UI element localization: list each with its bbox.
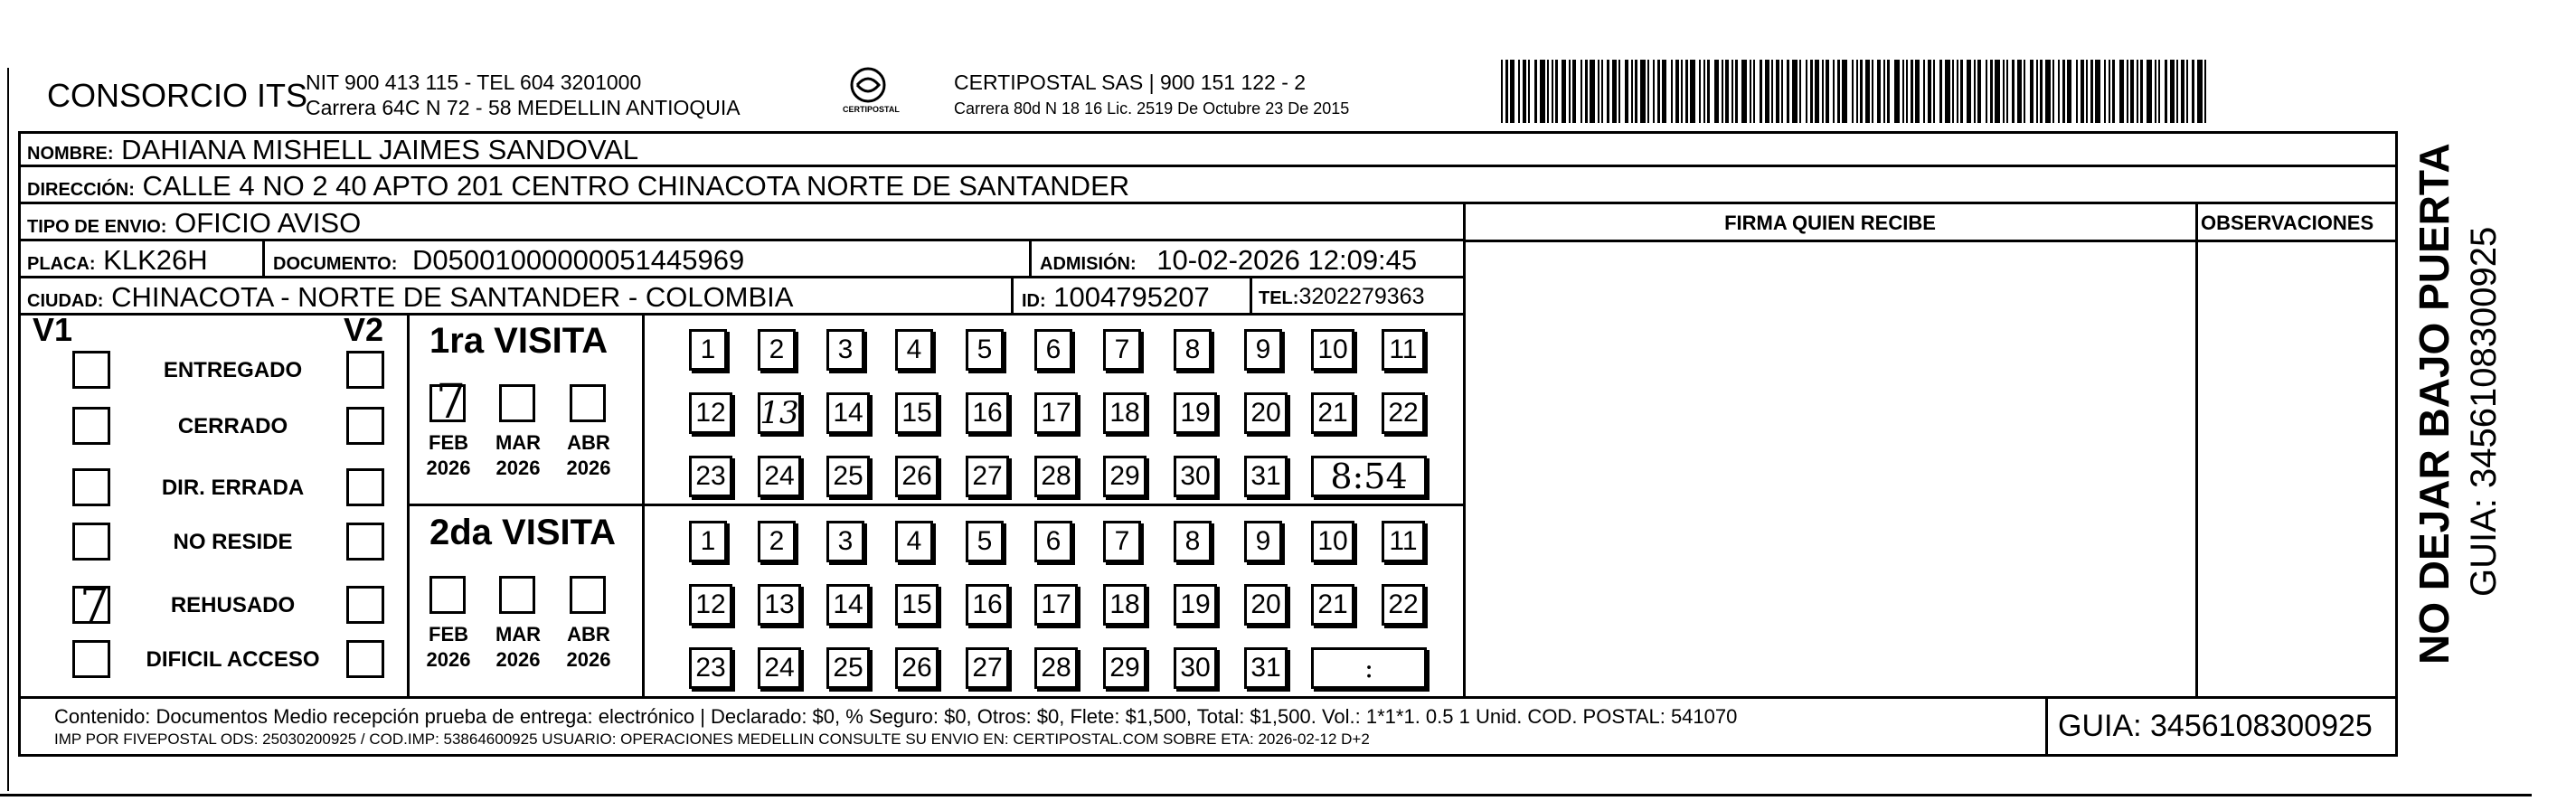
footer-guia: GUIA: 3456108300925 xyxy=(2058,709,2373,743)
barcode-bar xyxy=(1995,60,2000,123)
day-box: 29 xyxy=(1103,456,1146,497)
barcode-bar xyxy=(2006,60,2008,123)
barcode-bar xyxy=(1552,60,1553,123)
day-box: 7 xyxy=(1103,521,1141,562)
barcode-bar xyxy=(1540,60,1545,123)
barcode-bar xyxy=(2062,60,2065,123)
tel-sep xyxy=(1250,276,1252,313)
day-box: 1 xyxy=(689,329,727,371)
company-nit: NIT 900 413 115 - TEL 604 3201000 xyxy=(306,71,642,94)
day-box: 30 xyxy=(1174,647,1217,689)
year-label: 2026 xyxy=(495,457,541,479)
barcode-bar xyxy=(2086,60,2088,123)
month-checkbox xyxy=(570,576,606,614)
month-label: MAR xyxy=(495,431,542,454)
barcode-bar xyxy=(1699,60,1701,123)
day-box: 15 xyxy=(895,392,939,434)
direccion-value: CALLE 4 NO 2 40 APTO 201 CENTRO CHINACOTA NORTE DE SANTANDER xyxy=(142,170,1130,202)
day-box: 30 xyxy=(1174,456,1217,497)
barcode-bar xyxy=(1534,60,1537,123)
bottom-trim-line xyxy=(0,794,2532,796)
day-box: 21 xyxy=(1311,392,1354,434)
tel-label: TEL: xyxy=(1259,288,1299,308)
admision-row xyxy=(1040,244,1417,277)
day-box: 26 xyxy=(895,647,939,689)
barcode-bar xyxy=(1581,60,1582,123)
year-label: 2026 xyxy=(566,457,611,479)
barcode-bar xyxy=(1523,60,1526,123)
barcode-bar xyxy=(1974,60,1976,123)
barcode-bar xyxy=(1822,60,1824,123)
day-box: 18 xyxy=(1103,392,1146,434)
barcode-bar xyxy=(2119,60,2124,123)
barcode-bar xyxy=(2181,60,2184,123)
day-box: 6 xyxy=(1034,329,1072,371)
barcode-bar xyxy=(1776,60,1779,123)
day-box: 14 xyxy=(826,392,870,434)
barcode-bar xyxy=(1960,60,1963,123)
barcode-bar xyxy=(1865,60,1870,123)
day-box: 22 xyxy=(1382,584,1425,626)
day-box: 5 xyxy=(966,521,1004,562)
day-box: 8 xyxy=(1174,329,1212,371)
barcode-bar xyxy=(2147,60,2152,123)
id-sep xyxy=(1011,276,1014,313)
day-box: 7 xyxy=(1103,329,1141,371)
barcode-bar xyxy=(1906,60,1908,123)
barcode-bar xyxy=(1741,60,1747,123)
id-row xyxy=(1022,281,1210,314)
nombre-label: NOMBRE: xyxy=(27,144,114,164)
placa-value: KLK26H xyxy=(103,244,208,276)
day-box: 13 xyxy=(758,392,801,434)
barcode-bar xyxy=(1685,60,1688,123)
barcode-bar xyxy=(1662,60,1666,123)
carrier-logo-text: CERTIPOSTAL xyxy=(843,105,900,114)
status-label: REHUSADO xyxy=(170,593,296,617)
ciudad-row xyxy=(27,281,793,314)
barcode-bar xyxy=(1852,60,1854,123)
v2-checkbox xyxy=(346,640,384,678)
year-label: 2026 xyxy=(566,648,611,671)
barcode-bar xyxy=(1722,60,1723,123)
barcode-bar xyxy=(1681,60,1683,123)
barcode-bar xyxy=(1501,60,1503,123)
barcode-bar xyxy=(1765,60,1769,123)
v1-checkbox xyxy=(72,640,110,678)
barcode-bar xyxy=(1625,60,1628,123)
barcode-bar xyxy=(1690,60,1695,123)
carrier-name: CERTIPOSTAL SAS | 900 151 122 - 2 xyxy=(954,71,1307,94)
barcode-bar xyxy=(1671,60,1673,123)
v1-checkbox xyxy=(72,468,110,506)
day-box: 9 xyxy=(1244,521,1282,562)
carrier-logo xyxy=(823,63,913,122)
barcode-bar xyxy=(2076,60,2078,123)
first-visit-title: 1ra VISITA xyxy=(429,321,609,361)
year-label: 2026 xyxy=(426,648,471,671)
contenido-text: Contenido: Documentos Medio recepción prueba de entrega: electrónico | Declarado: $0, % Seguro: $0, Otros: $0, Flete: $1,500, Total: $1,500. Vol.: 1*1*1. 0.5 1 Unid. COD. POSTAL: 541070 xyxy=(54,705,1738,728)
day-box: 23 xyxy=(689,647,732,689)
guia-sep xyxy=(2045,696,2048,757)
barcode-bar xyxy=(2081,60,2084,123)
side-guia: GUIA: 3456108300925 xyxy=(2464,226,2504,597)
month-label: FEB xyxy=(429,431,468,454)
day-box: 25 xyxy=(826,456,870,497)
time-box: 8:54 xyxy=(1311,456,1427,497)
barcode-bar xyxy=(1707,60,1710,123)
barcode-bar xyxy=(1572,60,1576,123)
barcode-bar xyxy=(1675,60,1679,123)
second-visit-title: 2da VISITA xyxy=(429,513,616,552)
day-box: 17 xyxy=(1034,392,1078,434)
barcode-bar xyxy=(1601,60,1603,123)
day-box: 31 xyxy=(1244,647,1288,689)
v2-checkbox xyxy=(346,407,384,445)
firma-header: FIRMA QUIEN RECIBE xyxy=(1724,212,1936,234)
barcode-bar xyxy=(2165,60,2167,123)
time-box: : xyxy=(1311,647,1427,689)
barcode-bar xyxy=(1799,60,1801,123)
carrier-address: Carrera 80d N 18 16 Lic. 2519 De Octubre 23 De 2015 xyxy=(954,99,1350,118)
v2-checkbox xyxy=(346,586,384,624)
direccion-row xyxy=(27,170,1129,203)
ciudad-value: CHINACOTA - NORTE DE SANTANDER - COLOMBIA xyxy=(111,281,794,313)
day-box: 4 xyxy=(895,329,933,371)
day-box: 10 xyxy=(1311,329,1354,371)
barcode-bar xyxy=(1837,60,1840,123)
barcode-bar xyxy=(1902,60,1904,123)
barcode-bar xyxy=(1967,60,1971,123)
barcode-bar xyxy=(2045,60,2051,123)
day-box: 9 xyxy=(1244,329,1282,371)
left-edge-mark xyxy=(7,68,9,791)
barcode-bar xyxy=(1933,60,1935,123)
barcode xyxy=(1501,60,2215,123)
barcode-bar xyxy=(1887,60,1890,123)
day-box: 19 xyxy=(1174,392,1217,434)
direccion-label: DIRECCIÓN: xyxy=(27,180,135,200)
barcode-bar xyxy=(1703,60,1705,123)
barcode-bar xyxy=(1945,60,1950,123)
day-box: 14 xyxy=(826,584,870,626)
v2-checkbox xyxy=(346,523,384,561)
barcode-bar xyxy=(1787,60,1789,123)
placa-sep xyxy=(262,239,265,276)
barcode-bar xyxy=(2017,60,2022,123)
id-label: ID: xyxy=(1022,291,1046,311)
barcode-bar xyxy=(1806,60,1807,123)
barcode-bar xyxy=(2036,60,2038,123)
barcode-bar xyxy=(1915,60,1920,123)
barcode-bar xyxy=(1842,60,1847,123)
day-box: 20 xyxy=(1244,584,1288,626)
day-box: 29 xyxy=(1103,647,1146,689)
v1-checkbox xyxy=(72,351,110,389)
barcode-bar xyxy=(2155,60,2156,123)
barcode-bar xyxy=(1990,60,1993,123)
visit-mid-line xyxy=(407,504,1465,506)
barcode-bar xyxy=(1612,60,1617,123)
day-box: 13 xyxy=(758,584,801,626)
imp-text: IMP POR FIVEPOSTAL ODS: 25030200925 / COD.IMP: 53864600925 USUARIO: OPERACIONES MEDELLIN CONSULTE SU ENVIO EN: CERTIPOSTAL.COM SOBRE ETA: 2026-02-12 D+2 xyxy=(54,730,1370,748)
admision-sep xyxy=(1029,239,1032,276)
tipo-value: OFICIO AVISO xyxy=(175,207,362,239)
barcode-bar xyxy=(1590,60,1595,123)
month-label: ABR xyxy=(567,623,610,646)
barcode-bar xyxy=(2109,60,2110,123)
month-label: ABR xyxy=(567,431,610,454)
v2-checkbox xyxy=(346,351,384,389)
status-label: NO RESIDE xyxy=(173,530,293,554)
tipo-row xyxy=(27,207,361,240)
barcode-bar xyxy=(1815,60,1819,123)
tel-value: 3202279363 xyxy=(1298,284,1425,309)
day-box: 27 xyxy=(966,456,1009,497)
day-box: 28 xyxy=(1034,456,1078,497)
barcode-bar xyxy=(1725,60,1729,123)
barcode-bar xyxy=(1911,60,1913,123)
ciudad-label: CIUDAD: xyxy=(27,291,104,311)
barcode-bar xyxy=(2003,60,2005,123)
barcode-bar xyxy=(1952,60,1954,123)
month-checkbox xyxy=(429,576,466,614)
v1-handwritten-mark: 7 xyxy=(80,579,110,633)
row-line xyxy=(1465,240,2398,242)
placa-label: PLACA: xyxy=(27,254,96,274)
v1-label: V1 xyxy=(33,311,73,348)
barcode-bar xyxy=(1771,60,1773,123)
barcode-bar xyxy=(1833,60,1835,123)
barcode-bar xyxy=(1505,60,1508,123)
day-box: 24 xyxy=(758,647,801,689)
company-address: Carrera 64C N 72 - 58 MEDELLIN ANTIOQUIA xyxy=(306,96,741,119)
barcode-bar xyxy=(1555,60,1558,123)
barcode-bar xyxy=(1753,60,1755,123)
status-label: CERRADO xyxy=(177,414,288,438)
barcode-bar xyxy=(1883,60,1885,123)
day-box: 2 xyxy=(758,329,796,371)
day-box: 12 xyxy=(689,584,732,626)
barcode-bar xyxy=(2186,60,2188,123)
barcode-bar xyxy=(1928,60,1931,123)
day-box: 3 xyxy=(826,329,864,371)
barcode-bar xyxy=(2140,60,2143,123)
barcode-bar xyxy=(1894,60,1900,123)
barcode-bar xyxy=(2104,60,2106,123)
barcode-bar xyxy=(1826,60,1829,123)
v2-checkbox xyxy=(346,468,384,506)
day-box: 4 xyxy=(895,521,933,562)
barcode-bar xyxy=(2112,60,2115,123)
status-label: DIFICIL ACCESO xyxy=(146,647,320,672)
day-box: 15 xyxy=(895,584,939,626)
day-box: 8 xyxy=(1174,521,1212,562)
v2-label: V2 xyxy=(344,311,384,348)
barcode-bar xyxy=(1781,60,1783,123)
day-box: 19 xyxy=(1174,584,1217,626)
year-label: 2026 xyxy=(495,648,541,671)
barcode-bar xyxy=(1547,60,1549,123)
barcode-bar xyxy=(1750,60,1751,123)
day-box: 11 xyxy=(1382,329,1425,371)
documento-label: DOCUMENTO: xyxy=(273,254,398,274)
observaciones-header: OBSERVACIONES xyxy=(2201,212,2374,234)
month-checkbox xyxy=(570,384,606,422)
barcode-bar xyxy=(2024,60,2025,123)
admision-label: ADMISIÓN: xyxy=(1040,254,1137,274)
month-checkbox xyxy=(499,384,535,422)
barcode-bar xyxy=(1653,60,1655,123)
barcode-bar xyxy=(1585,60,1588,123)
day-box: 20 xyxy=(1244,392,1288,434)
day-box: 23 xyxy=(689,456,732,497)
barcode-bar xyxy=(1569,60,1571,123)
barcode-bar xyxy=(2095,60,2100,123)
barcode-bar xyxy=(1877,60,1881,123)
barcode-bar xyxy=(2197,60,2203,123)
barcode-bar xyxy=(1731,60,1733,123)
barcode-bar xyxy=(2030,60,2033,123)
barcode-bar xyxy=(1635,60,1637,123)
barcode-bar xyxy=(2158,60,2160,123)
day-box: 11 xyxy=(1382,521,1425,562)
day-box: 18 xyxy=(1103,584,1146,626)
day-box: 10 xyxy=(1311,521,1354,562)
id-value: 1004795207 xyxy=(1053,281,1210,313)
barcode-bar xyxy=(1714,60,1719,123)
day-box: 25 xyxy=(826,647,870,689)
barcode-bar xyxy=(1631,60,1633,123)
barcode-bar xyxy=(1528,60,1530,123)
nombre-value: DAHIANA MISHELL JAIMES SANDOVAL xyxy=(121,134,639,165)
barcode-bar xyxy=(2176,60,2178,123)
day-box: 24 xyxy=(758,456,801,497)
barcode-bar xyxy=(1860,60,1863,123)
barcode-bar xyxy=(2067,60,2071,123)
status-label: DIR. ERRADA xyxy=(161,476,305,500)
day-box: 3 xyxy=(826,521,864,562)
barcode-bar xyxy=(2052,60,2054,123)
admision-value: 10-02-2026 12:09:45 xyxy=(1156,244,1418,276)
barcode-bar xyxy=(2130,60,2134,123)
day-box: 28 xyxy=(1034,647,1078,689)
barcode-bar xyxy=(2090,60,2093,123)
obs-col-line xyxy=(2195,202,2198,696)
company-name: CONSORCIO ITS xyxy=(47,77,308,114)
v1-checkbox xyxy=(72,523,110,561)
barcode-bar xyxy=(1872,60,1873,123)
day-box: 16 xyxy=(966,584,1009,626)
day-box: 26 xyxy=(895,456,939,497)
barcode-bar xyxy=(2204,60,2206,123)
row-line xyxy=(18,696,2398,699)
status-label: ENTREGADO xyxy=(163,358,303,382)
day-box: 22 xyxy=(1382,392,1425,434)
day-box: 17 xyxy=(1034,584,1078,626)
documento-value: D05001000000051445969 xyxy=(412,244,745,276)
barcode-bar xyxy=(1792,60,1798,123)
barcode-bar xyxy=(1957,60,1958,123)
tel-row xyxy=(1259,284,1424,310)
barcode-bar xyxy=(2012,60,2015,123)
month-checkbox xyxy=(499,576,535,614)
day-box: 5 xyxy=(966,329,1004,371)
barcode-bar xyxy=(1647,60,1649,123)
barcode-bar xyxy=(1986,60,1987,123)
day-box: 2 xyxy=(758,521,796,562)
day-box: 16 xyxy=(966,392,1009,434)
day-box: 31 xyxy=(1244,456,1288,497)
barcode-bar xyxy=(1760,60,1762,123)
day-box: 12 xyxy=(689,392,732,434)
year-label: 2026 xyxy=(426,457,471,479)
documento-row xyxy=(273,244,744,277)
day-box: 6 xyxy=(1034,521,1072,562)
barcode-bar xyxy=(1856,60,1858,123)
barcode-bar xyxy=(1735,60,1738,123)
month-label: FEB xyxy=(429,623,468,646)
barcode-bar xyxy=(1618,60,1620,123)
barcode-bar xyxy=(2058,60,2060,123)
barcode-bar xyxy=(2170,60,2175,123)
barcode-bar xyxy=(1977,60,1981,123)
day-box: 21 xyxy=(1311,584,1354,626)
barcode-bar xyxy=(1518,60,1520,123)
no-dejar-bajo-puerta: NO DEJAR BAJO PUERTA xyxy=(2411,143,2458,664)
month-handwritten-mark: 7 xyxy=(436,375,467,429)
barcode-bar xyxy=(1510,60,1514,123)
day-box: 27 xyxy=(966,647,1009,689)
barcode-bar xyxy=(1657,60,1660,123)
tipo-label: TIPO DE ENVIO: xyxy=(27,217,167,237)
firma-col-line xyxy=(1463,202,1466,696)
barcode-bar xyxy=(1640,60,1646,123)
barcode-bar xyxy=(1939,60,1942,123)
barcode-bar xyxy=(2192,60,2194,123)
barcode-bar xyxy=(1923,60,1925,123)
barcode-bar xyxy=(1598,60,1599,123)
v1-checkbox xyxy=(72,407,110,445)
barcode-bar xyxy=(2137,60,2138,123)
barcode-bar xyxy=(2040,60,2043,123)
barcode-bar xyxy=(1562,60,1566,123)
barcode-bar xyxy=(2127,60,2128,123)
barcode-bar xyxy=(1607,60,1609,123)
month-label: MAR xyxy=(495,623,542,646)
nombre-row xyxy=(27,134,638,166)
placa-row xyxy=(27,244,208,277)
day-box: 1 xyxy=(689,521,727,562)
barcode-bar xyxy=(1810,60,1813,123)
